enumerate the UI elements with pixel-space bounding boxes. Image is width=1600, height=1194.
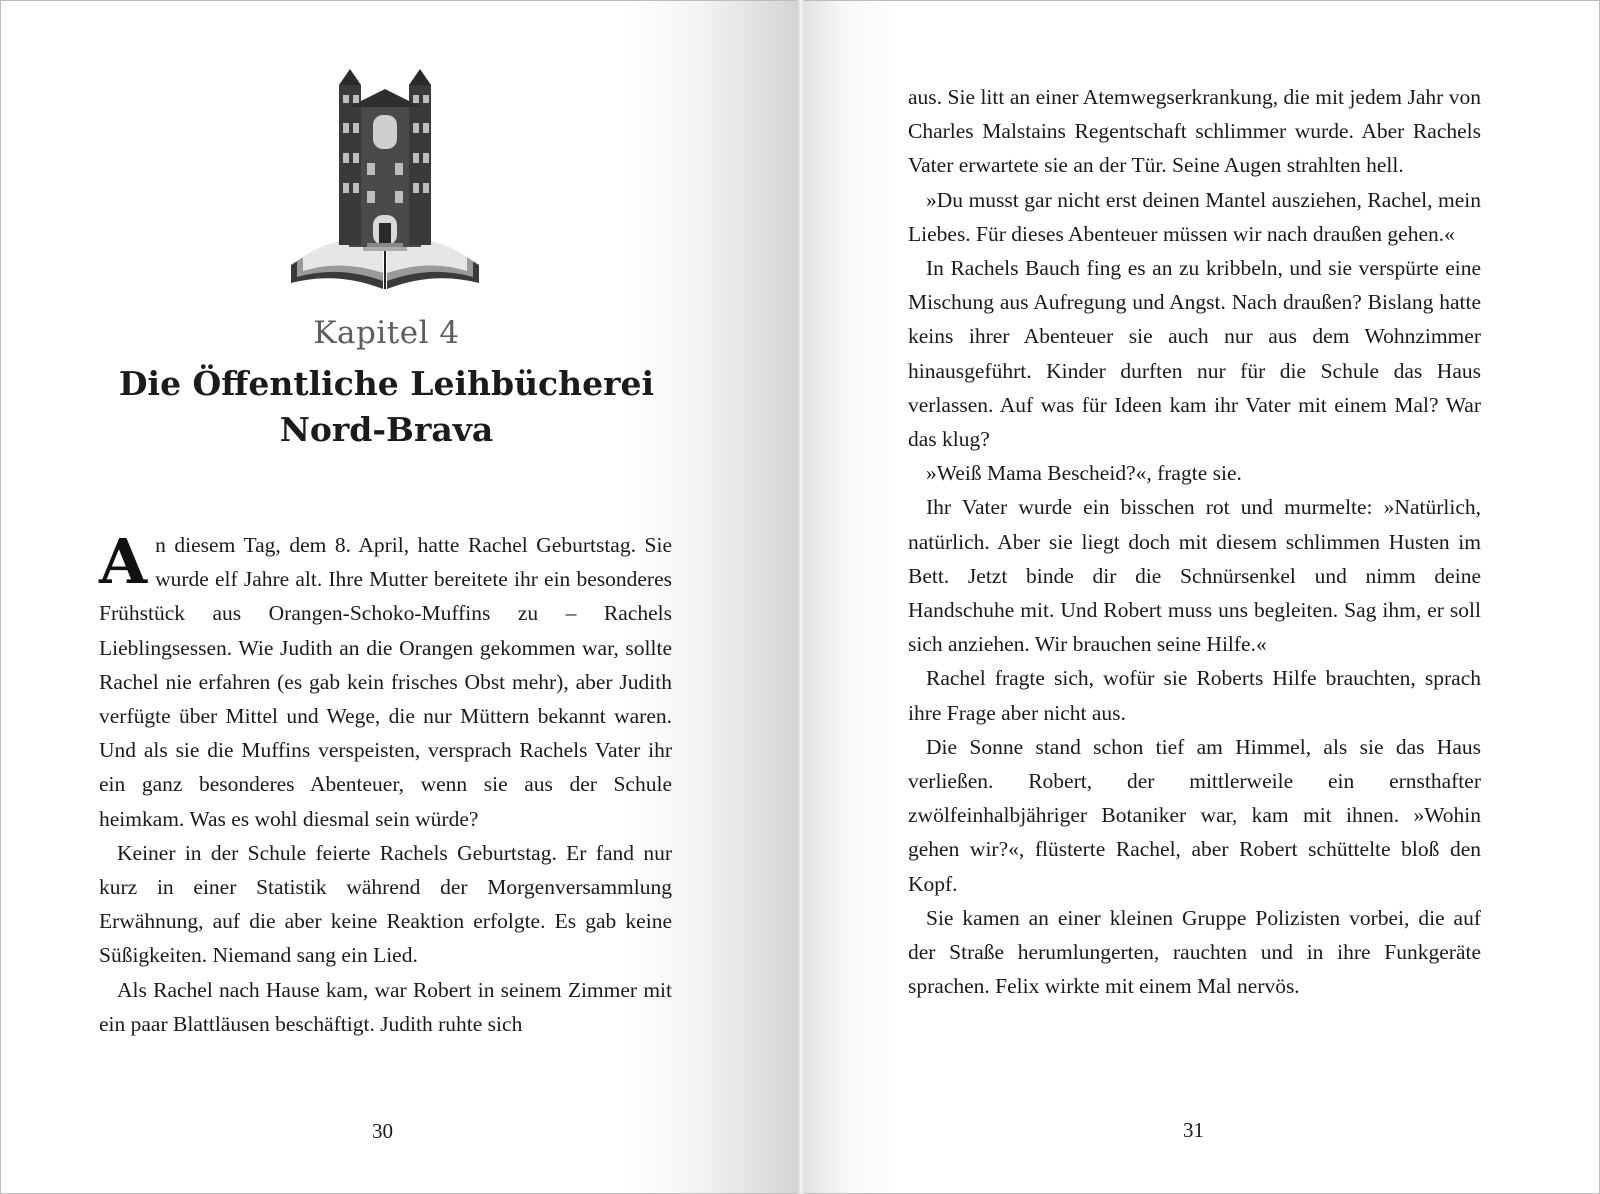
left-page [0, 0, 798, 1194]
library-book-illustration [287, 67, 483, 301]
paragraph: Ihr Vater wurde ein bisschen rot und murmelte: »Natürlich, natürlich. Aber sie liegt doch mit diesem schlimmen Husten im Bett. Jetzt binde dir die Schnürsenkel und nimm deine Handschuhe mit. Und Robert muss uns begleiten. Sag ihm, er soll sich anziehen. Wir brauchen seine Hilfe.« [908, 495, 1481, 657]
paragraph: aus. Sie litt an einer Atemwegserkrankung, die mit jedem Jahr von Charles Malstains Regentschaft schlimmer wurde. Aber Rachels Vater erwartete sie an der Tür. Seine Augen strahlten hell. [908, 85, 1481, 178]
paragraph: Rachel fragte sich, wofür sie Roberts Hilfe brauchten, sprach ihre Frage aber nicht aus. [908, 666, 1481, 725]
chapter-title [99, 361, 674, 453]
chapter-title-line-1: Die Öffentliche Leihbücherei [118, 364, 655, 403]
drop-cap: A [99, 525, 148, 598]
paragraph: Sie kamen an einer kleinen Gruppe Polizisten vorbei, die auf der Straße herumlungerten, rauchten und in ihre Funkgeräte sprachen. Felix wirkte mit einem Mal nervös. [908, 905, 1481, 999]
paragraph: Als Rachel nach Hause kam, war Robert in seinem Zimmer mit ein paar Blattläusen beschäftigt. Judith ruhte sich [99, 977, 672, 1036]
chapter-label: Kapitel 4 [313, 315, 460, 351]
paragraph: Keiner in der Schule feierte Rachels Geburtstag. Er fand nur kurz in einer Statistik während der Morgenversammlung Erwähnung, auf die aber keine Reaktion erfolgte. Es gab keine Süßigkeiten. Niemand sang ein Lied. [99, 840, 672, 968]
paragraph: In Rachels Bauch fing es an zu kribbeln, und sie verspürte eine Mischung aus Aufregung und Angst. Nach draußen? Bislang hatte keins ihrer Abenteuer sie auch nur aus dem Wohnzimmer hinausgeführt. Kinder durften nur für die Schule das Haus verlassen. Auf was für Ideen kam ihr Vater mit einem Mal? War das klug? [908, 256, 1481, 452]
paragraph-text: n diesem Tag, dem 8. April, hatte Rachel Geburtstag. Sie wurde elf Jahre alt. Ihre Mutter bereitete ihr ein besonderes Frühstück aus Orangen-Schoko-Muffins zu – Rachels Lieblingsessen. Wie Judith an die Orangen gekommen war, sollte Rachel nie erfahren (es gab kein frisches Obst mehr), aber Judith verfügte über Mittel und Wege, die nur Müttern bekannt waren. Und als sie die Muffins verspeisten, versprach Rachels Vater ihr ein ganz besonderes Abenteuer, wenn sie aus der Schule heimkam. Was es wohl diesmal sein würde? [99, 533, 672, 831]
paragraph: »Weiß Mama Bescheid?«, fragte sie. [926, 461, 1242, 486]
paragraph: »Du musst gar nicht erst deinen Mantel ausziehen, Rachel, mein Liebes. Für dieses Abenteuer müssen wir nach draußen gehen.« [908, 187, 1481, 246]
page-number-left: 30 [372, 1119, 393, 1143]
page-number-right: 31 [1183, 1118, 1204, 1142]
paragraph [99, 525, 672, 836]
paragraph: Die Sonne stand schon tief am Himmel, als sie das Haus verließen. Robert, der mittlerweile ein ernsthafter zwölfeinhalbjähriger Botaniker war, kam mit ihnen. »Wohin gehen wir?«, flüsterte Rachel, aber Robert schüttelte bloß den Kopf. [908, 734, 1481, 896]
right-body-text [908, 80, 1481, 1003]
chapter-title-line-2: Nord-Brava [279, 410, 494, 449]
left-body-text [99, 525, 672, 1041]
